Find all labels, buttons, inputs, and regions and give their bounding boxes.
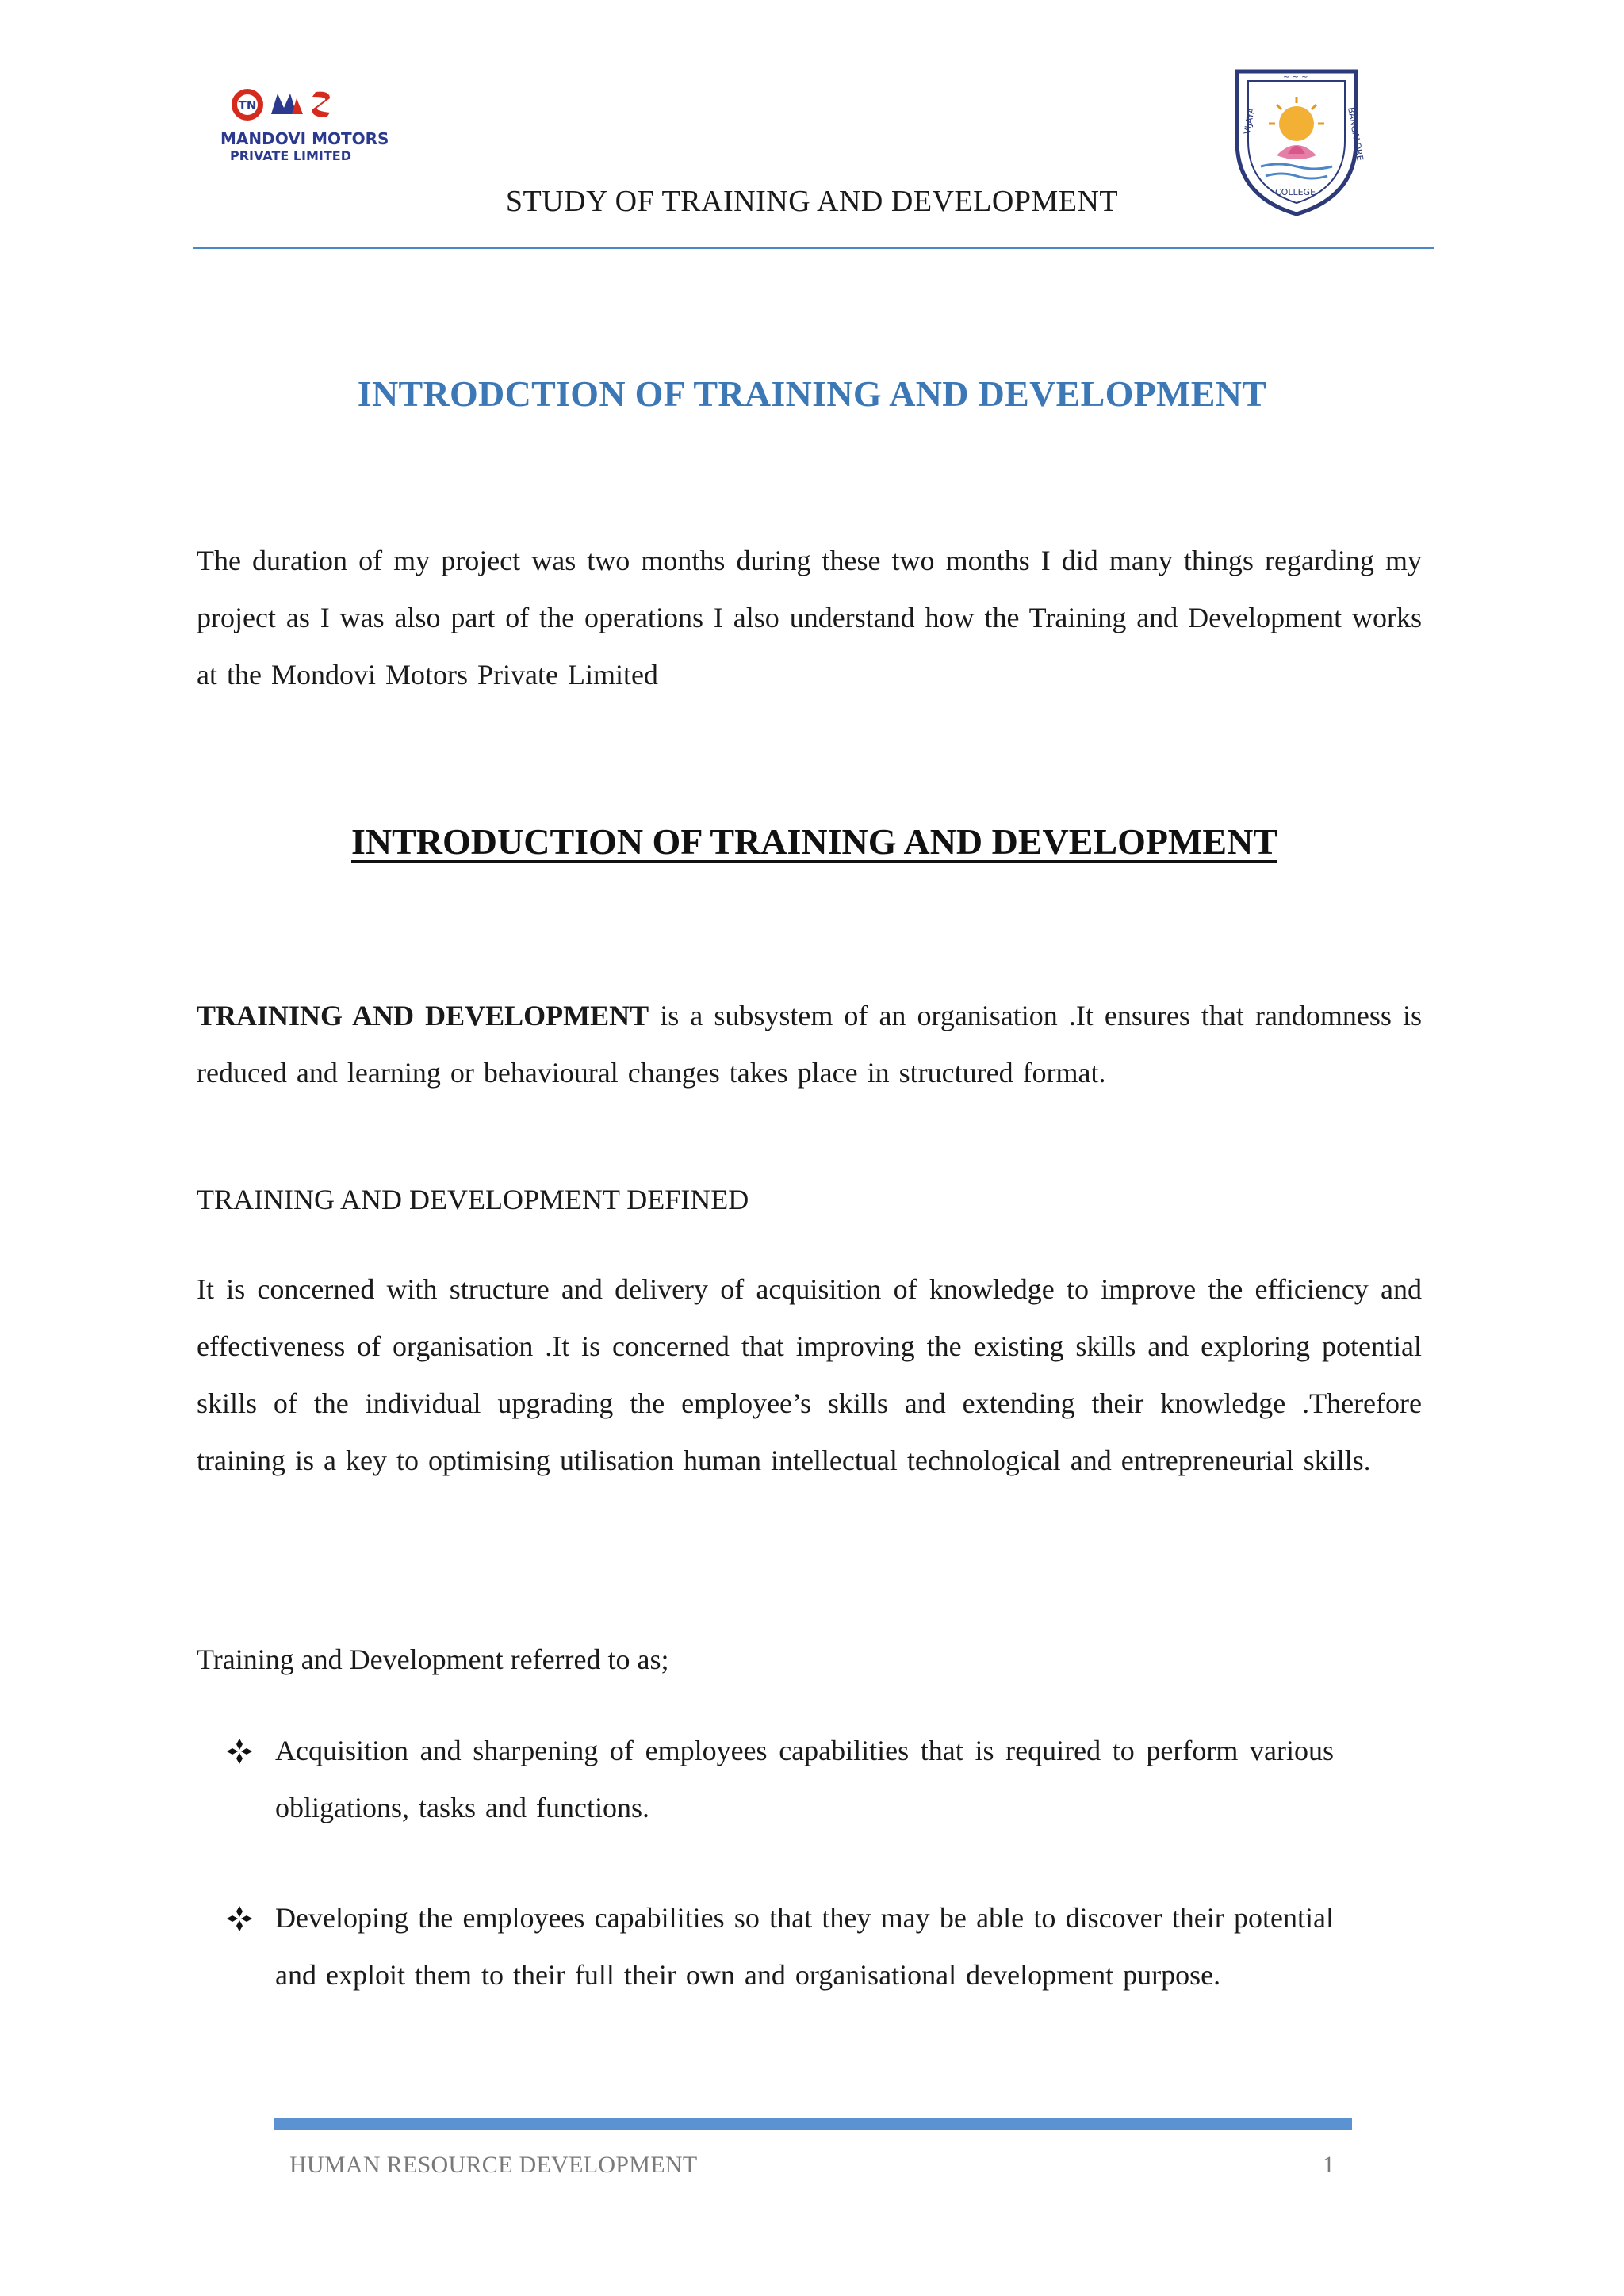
intro-paragraph: The duration of my project was two months during these two months I did many things regarding my project as I was also part of the operations I also understand how the Training and Development works at the Mondovi Motors Private Limited [197,545,1422,691]
referred-line: Training and Development referred to as; [197,1644,669,1675]
definition-paragraph [197,987,1422,1101]
definition-lead: TRAINING AND DEVELOPMENT [197,1000,649,1031]
definition-rest: is a subsystem of an organisation .It ensures that randomness is reduced and learning or behavioural changes takes place in structured format. [197,1000,1422,1089]
logo-line1: MANDOVI MOTORS [220,129,389,148]
page-number: 1 [1323,2152,1335,2178]
diamond-bullet-icon [226,1738,253,1765]
header-title: STUDY OF TRAINING AND DEVELOPMENT [505,185,1119,218]
svg-text:~ ~ ~: ~ ~ ~ [1283,73,1308,82]
concern-paragraph: It is concerned with structure and delivery of acquisition of knowledge to improve the efficiency and effectiveness of organisation .It is concerned that improving the existing skills and exploring potential skills of the individual upgrading the employee’s skills and extending their knowledge .Therefore training is a key to optimising utilisation human intellectual technological and entrepreneurial skills. [197,1273,1422,1476]
section-title-blue: INTRODCTION OF TRAINING AND DEVELOPMENT [357,373,1267,414]
svg-text:TN: TN [238,98,257,113]
diamond-bullet-icon [226,1905,253,1932]
subheading-defined: TRAINING AND DEVELOPMENT DEFINED [197,1184,749,1215]
footer-label: HUMAN RESOURCE DEVELOPMENT [289,2152,698,2178]
section-title-underlined: INTRODUCTION OF TRAINING AND DEVELOPMENT [351,821,1278,862]
bullet-text: Acquisition and sharpening of employees capabilities that is required to perform various obligations, tasks and functions. [275,1735,1334,1823]
logo-line2: PRIVATE LIMITED [230,148,351,163]
svg-text:BANGALORE: BANGALORE [1346,106,1365,162]
bullet-text: Developing the employees capabilities so that they may be able to discover their potential and exploit them to their full their own and organisational development purpose. [275,1902,1334,1991]
svg-text:VIJAYA: VIJAYA [1242,106,1257,136]
footer-bar [274,2118,1352,2130]
svg-text:COLLEGE: COLLEGE [1275,187,1316,197]
header-divider [193,247,1434,249]
mandovi-motors-logo [214,79,404,166]
